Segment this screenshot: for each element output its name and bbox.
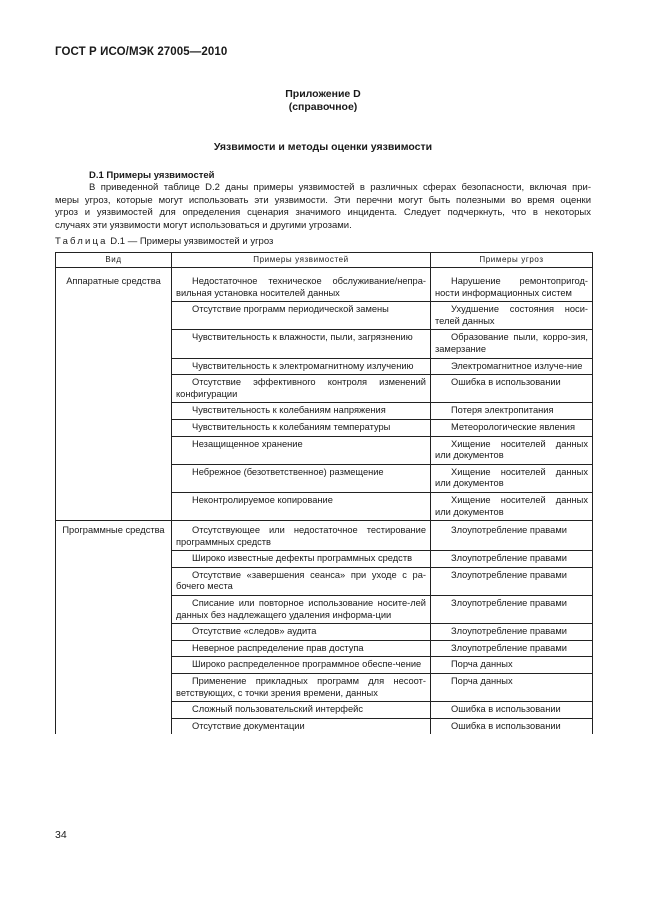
threat-cell xyxy=(431,674,593,702)
threat-text: Метеорологические явления xyxy=(451,421,576,432)
vulnerability-cell xyxy=(172,268,431,302)
threat-cell xyxy=(431,657,593,674)
vulnerability-text: Отсутствие документации xyxy=(192,720,305,731)
vulnerability-text: Применение прикладных программ для несоот-ветствующих, с точки зрения времени, данных xyxy=(176,676,426,698)
vulnerability-text: Чувствительность к колебаниям температуры xyxy=(192,421,391,432)
threat-text: Образование пыли, корро-зия, замерзание xyxy=(435,332,588,354)
page-number: 34 xyxy=(55,829,67,841)
threat-cell xyxy=(431,624,593,641)
threat-cell xyxy=(431,492,593,520)
table-row xyxy=(56,268,593,302)
vulnerability-text: Списание или повторное использование носите-лей данных без надлежащего удаления информа-ции xyxy=(176,598,426,620)
vulnerability-text: Отсутствие программ периодической замены xyxy=(192,304,389,315)
threat-text: Порча данных xyxy=(451,659,513,670)
vulnerability-text: Чувствительность к влажности, пыли, загрязнению xyxy=(192,332,413,343)
vulnerability-cell xyxy=(172,419,431,436)
threat-text: Нарушение ремонтопригод-ности информационных систем xyxy=(435,276,588,298)
threat-text: Потеря электропитания xyxy=(451,405,554,416)
vulnerability-cell xyxy=(172,674,431,702)
vulnerability-text: Отсутствующее или недостаточное тестирование программных средств xyxy=(176,525,426,547)
column-header-vulnerabilities: Примеры уязвимостей xyxy=(172,253,431,268)
intro-line: угроз и уязвимостей для определения сценария значимого инцидента. Следует подчеркнуть, что в некоторых xyxy=(55,207,591,218)
threat-cell xyxy=(431,330,593,358)
table-body xyxy=(56,268,593,735)
threat-cell xyxy=(431,358,593,375)
threat-cell xyxy=(431,640,593,657)
threat-text: Хищение носителей данных или документов xyxy=(435,494,588,517)
vulnerability-text: Незащищенное хранение xyxy=(192,438,303,449)
vulnerability-cell xyxy=(172,718,431,734)
vulnerability-cell xyxy=(172,464,431,492)
threat-text: Ухудшение состояния носи-телей данных xyxy=(435,304,588,326)
vulnerability-cell xyxy=(172,551,431,568)
vulnerability-cell xyxy=(172,657,431,674)
vulnerability-text: Отсутствие эффективного контроля изменений конфигурации xyxy=(176,377,426,399)
subsection-heading: D.1 Примеры уязвимостей xyxy=(89,170,215,181)
threat-cell xyxy=(431,436,593,464)
threat-text: Злоупотребление правами xyxy=(451,626,567,637)
intro-paragraph xyxy=(55,182,591,232)
threat-cell xyxy=(431,302,593,330)
intro-line: меры угроз, которые могут использовать эти уязвимости. Эти перечни могут быть полезными во время оценки xyxy=(55,194,591,206)
vulnerability-text: Широко известные дефекты программных средств xyxy=(192,553,413,564)
threat-cell xyxy=(431,268,593,302)
vulnerability-cell xyxy=(172,436,431,464)
threat-text: Злоупотребление правами xyxy=(451,598,567,609)
table-caption xyxy=(55,236,273,247)
threat-text: Ошибка в использовании xyxy=(451,377,561,388)
vulnerability-cell xyxy=(172,403,431,420)
standard-header: ГОСТ Р ИСО/МЭК 27005—2010 xyxy=(55,46,228,58)
vulnerability-cell xyxy=(172,375,431,403)
threat-text: Злоупотребление правами xyxy=(451,553,567,564)
threat-cell xyxy=(431,419,593,436)
vulnerability-text: Чувствительность к электромагнитному излучению xyxy=(192,360,414,371)
vulnerability-text: Небрежное (безответственное) размещение xyxy=(192,466,384,477)
asset-kind-cell: Программные средства xyxy=(56,521,172,735)
vulnerabilities-table xyxy=(55,252,593,734)
vulnerability-cell xyxy=(172,492,431,520)
table-row xyxy=(56,521,593,551)
threat-text: Хищение носителей данных или документов xyxy=(435,466,588,489)
vulnerability-cell xyxy=(172,521,431,551)
vulnerability-text: Отсутствие «следов» аудита xyxy=(192,626,317,637)
threat-text: Хищение носителей данных или документов xyxy=(435,438,588,461)
appendix-title: Приложение D xyxy=(285,88,361,100)
appendix-subtitle: (справочное) xyxy=(288,101,358,113)
threat-cell xyxy=(431,596,593,624)
asset-kind-cell: Аппаратные средства xyxy=(56,268,172,521)
threat-text: Ошибка в использовании xyxy=(451,720,561,731)
vulnerability-cell xyxy=(172,596,431,624)
threat-text: Злоупотребление правами xyxy=(451,569,567,580)
table-caption-text: D.1 — Примеры уязвимостей и угроз xyxy=(107,236,274,247)
vulnerability-text: Отсутствие «завершения сеанса» при уходе с ра-бочего места xyxy=(176,569,426,592)
vulnerability-text: Неконтролируемое копирование xyxy=(192,494,333,505)
vulnerability-text: Сложный пользовательский интерфейс xyxy=(192,704,363,715)
threat-cell xyxy=(431,567,593,595)
threat-text: Ошибка в использовании xyxy=(451,704,561,715)
vulnerability-text: Широко распределенное программное обеспе-чение xyxy=(192,659,422,670)
vulnerability-text: Неверное распределение прав доступа xyxy=(192,642,364,653)
table-caption-prefix: Таблица xyxy=(55,236,108,247)
column-header-kind: Вид xyxy=(56,253,172,268)
threat-cell xyxy=(431,403,593,420)
intro-line: случаях эти уязвимости могут использоваться и другими угрозами. xyxy=(55,219,352,231)
vulnerability-cell xyxy=(172,624,431,641)
threat-cell xyxy=(431,551,593,568)
vulnerability-cell xyxy=(172,640,431,657)
vulnerability-cell xyxy=(172,702,431,719)
vulnerability-cell xyxy=(172,567,431,595)
vulnerability-cell xyxy=(172,358,431,375)
section-title: Уязвимости и методы оценки уязвимости xyxy=(213,141,433,153)
threat-text: Злоупотребление правами xyxy=(451,525,567,536)
table-header-row xyxy=(56,253,593,268)
vulnerability-text: Недостаточное техническое обслуживание/непра-вильная установка носителей данных xyxy=(176,276,426,298)
threat-cell xyxy=(431,375,593,403)
vulnerability-cell xyxy=(172,302,431,330)
threat-cell xyxy=(431,718,593,734)
threat-cell xyxy=(431,464,593,492)
threat-cell xyxy=(431,702,593,719)
vulnerability-cell xyxy=(172,330,431,358)
threat-text: Злоупотребление правами xyxy=(451,642,567,653)
threat-cell xyxy=(431,521,593,551)
threat-text: Порча данных xyxy=(451,676,513,687)
intro-line: В приведенной таблице D.2 даны примеры уязвимостей в различных сферах безопасности, включая при- xyxy=(89,182,591,193)
vulnerability-text: Чувствительность к колебаниям напряжения xyxy=(192,405,386,416)
threat-text: Электромагнитное излуче-ние xyxy=(451,360,583,371)
column-header-threats: Примеры угроз xyxy=(431,253,593,268)
